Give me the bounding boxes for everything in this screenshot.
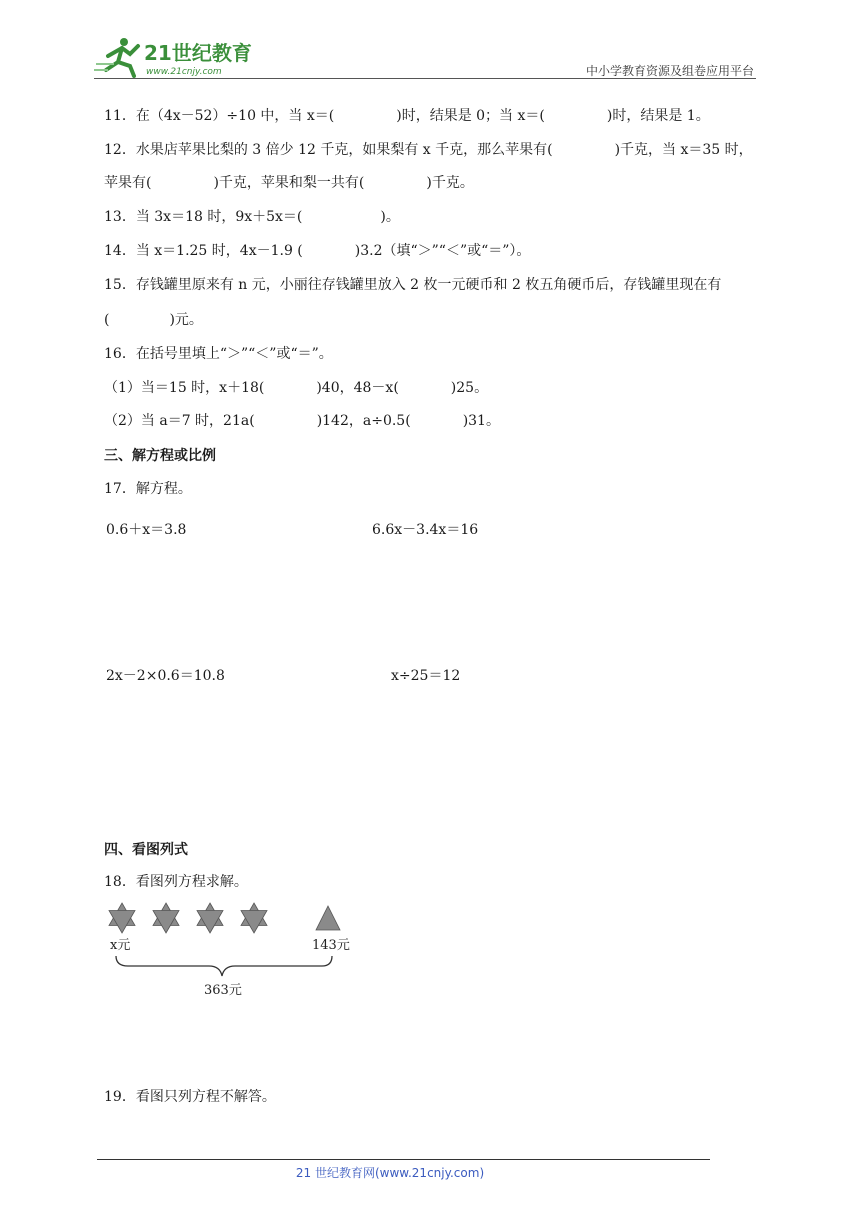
question-17: 17．解方程。 — [104, 481, 192, 497]
star-icon — [153, 903, 179, 933]
equation-3: 2x－2×0.6＝10.8 — [106, 668, 225, 684]
triangle-icon — [316, 906, 340, 930]
question-15-line1: 15．存钱罐里原来有 n 元，小丽往存钱罐里放入 2 枚一元硬币和 2 枚五角硬币后，存钱罐里现在有 — [104, 277, 722, 293]
brace — [116, 956, 332, 976]
total-price-label: 363元 — [204, 983, 242, 998]
equation-4: x÷25＝12 — [391, 668, 461, 684]
footer-link[interactable]: 21 世纪教育网(www.21cnjy.com) — [295, 1166, 485, 1180]
runner-icon — [94, 38, 138, 76]
star-icon — [109, 903, 135, 933]
question-19: 19．看图只列方程不解答。 — [104, 1089, 276, 1105]
header-divider — [94, 78, 756, 79]
section-3-title: 三、解方程或比例 — [104, 448, 216, 464]
equation-2: 6.6x－3.4x＝16 — [372, 522, 479, 538]
equation-1: 0.6＋x＝3.8 — [106, 522, 187, 538]
question-12-line2: 苹果有( )千克，苹果和梨一共有( )千克。 — [104, 175, 474, 191]
triangle-price-label: 143元 — [312, 938, 350, 953]
question-18: 18．看图列方程求解。 — [104, 874, 248, 890]
question-16-part1: （1）当＝15 时，x＋18( )40，48－x( )25。 — [104, 380, 489, 396]
question-18-figure — [104, 898, 364, 1008]
question-16-title: 16．在括号里填上“＞”“＜”或“＝”。 — [104, 346, 333, 362]
star-icon — [241, 903, 267, 933]
question-13: 13．当 3x＝18 时，9x＋5x＝( )。 — [104, 209, 400, 225]
question-11: 11．在（4x－52）÷10 中，当 x＝( )时，结果是 0；当 x＝( )时，结果是 1。 — [104, 108, 710, 124]
section-4-title: 四、看图列式 — [104, 842, 188, 858]
site-logo — [94, 34, 264, 80]
question-12-line1: 12．水果店苹果比梨的 3 倍少 12 千克，如果梨有 x 千克，那么苹果有( )千克，当 x＝35 时， — [104, 142, 753, 158]
star-icon — [197, 903, 223, 933]
question-15-line2: ( )元。 — [104, 312, 203, 328]
header-platform-text: 中小学教育资源及组卷应用平台 — [585, 64, 754, 78]
svg-text:www.21cnjy.com: www.21cnjy.com — [146, 67, 222, 77]
star-price-label: x元 — [110, 938, 131, 953]
question-16-part2: （2）当 a＝7 时，21a( )142，a÷0.5( )31。 — [104, 413, 500, 429]
svg-text:21世纪教育: 21世纪教育 — [144, 41, 252, 65]
question-14: 14．当 x＝1.25 时，4x－1.9 ( )3.2（填“＞”“＜”或“＝”）。 — [104, 243, 531, 259]
footer-divider — [97, 1159, 710, 1160]
